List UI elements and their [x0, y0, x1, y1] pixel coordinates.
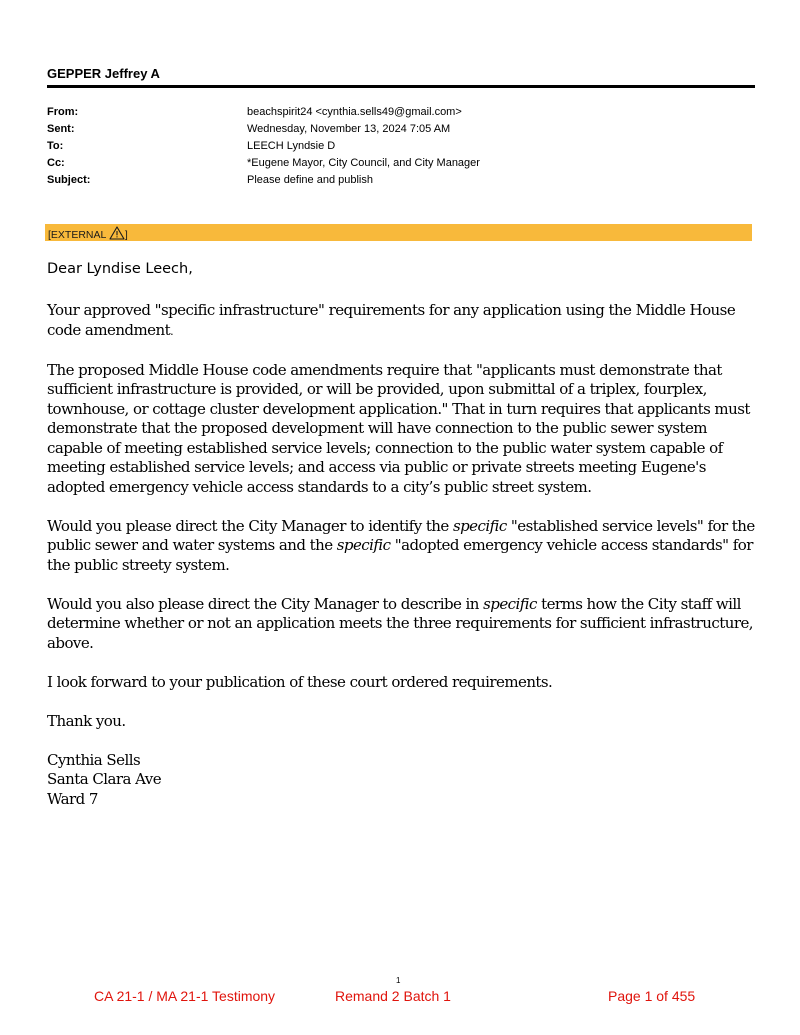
paragraph-1-period: . — [170, 324, 174, 338]
emphasis-specific: specific — [336, 536, 391, 554]
from-label: From: — [47, 106, 79, 118]
paragraph-3-part-b: "established service levels" for the public sewer and water systems and the — [47, 516, 755, 554]
external-banner — [45, 224, 752, 241]
sent-label: Sent: — [47, 123, 75, 135]
paragraph-4-part-b: terms how the City staff will determine whether or not an application meets the three requirements for sufficient infrastructure, above. — [47, 594, 754, 652]
header-divider — [47, 85, 755, 88]
paragraph-3 — [47, 517, 759, 576]
sent-value: Wednesday, November 13, 2024 7:05 AM — [247, 123, 451, 135]
from-value: beachspirit24 <cynthia.sells49@gmail.com> — [247, 106, 462, 118]
signature — [47, 751, 759, 810]
emphasis-specific: specific — [452, 516, 507, 535]
external-prefix: [EXTERNAL — [48, 229, 109, 241]
paragraph-4 — [47, 595, 759, 654]
external-suffix: ] — [124, 229, 128, 241]
signature-name: Cynthia Sells — [47, 750, 141, 769]
paragraph-4-part-a: Would you also please direct the City Manager to describe in — [47, 594, 484, 613]
paragraph-3-part-a: Would you please direct the City Manager to identify the — [47, 516, 453, 535]
footer-page-count: Page 1 of 455 — [608, 988, 696, 1004]
cc-value: *Eugene Mayor, City Council, and City Manager — [247, 157, 480, 169]
sender-name: GEPPER Jeffrey A — [47, 66, 160, 81]
external-banner-text — [48, 226, 128, 241]
emphasis-specific: specific — [483, 594, 537, 613]
cc-label: Cc: — [47, 157, 65, 169]
warning-icon — [109, 226, 125, 240]
subject-value: Please define and publish — [247, 174, 373, 186]
signature-ward: Ward 7 — [47, 789, 98, 808]
footer-batch-label: Remand 2 Batch 1 — [335, 988, 451, 1004]
paragraph-1 — [47, 301, 759, 341]
footer-testimony-label: CA 21-1 / MA 21-1 Testimony — [94, 988, 276, 1004]
signature-street: Santa Clara Ave — [47, 770, 162, 788]
email-body — [47, 301, 759, 829]
to-label: To: — [47, 140, 64, 152]
paragraph-6: Thank you. — [47, 711, 126, 730]
greeting: Dear Lyndise Leech, — [47, 261, 193, 277]
subject-label: Subject: — [47, 174, 91, 186]
to-value: LEECH Lyndsie D — [247, 140, 336, 152]
paragraph-1-text: Your approved "specific infrastructure" requirements for any application using the Middle House code amendment — [47, 301, 736, 339]
paragraph-5: I look forward to your publication of these court ordered requirements. — [47, 672, 553, 691]
page-number: 1 — [396, 976, 401, 985]
paragraph-3-part-c: "adopted emergency vehicle access standards" for the public streety system. — [47, 536, 753, 574]
paragraph-2: The proposed Middle House code amendments require that "applicants must demonstrate that sufficient infrastructure is provided, or will be provided, upon submittal of a triplex, fourplex, townhouse, or cottage cluster development application." That in turn requires that applicants must demonstrate that the proposed development will have connection to the public sewer system capable of meeting established service levels; connection to the public water system capable of meeting established service levels; and access via public or private streets meeting Eugene's adopted emergency vehicle access standards to a city’s public street system. — [47, 360, 750, 496]
